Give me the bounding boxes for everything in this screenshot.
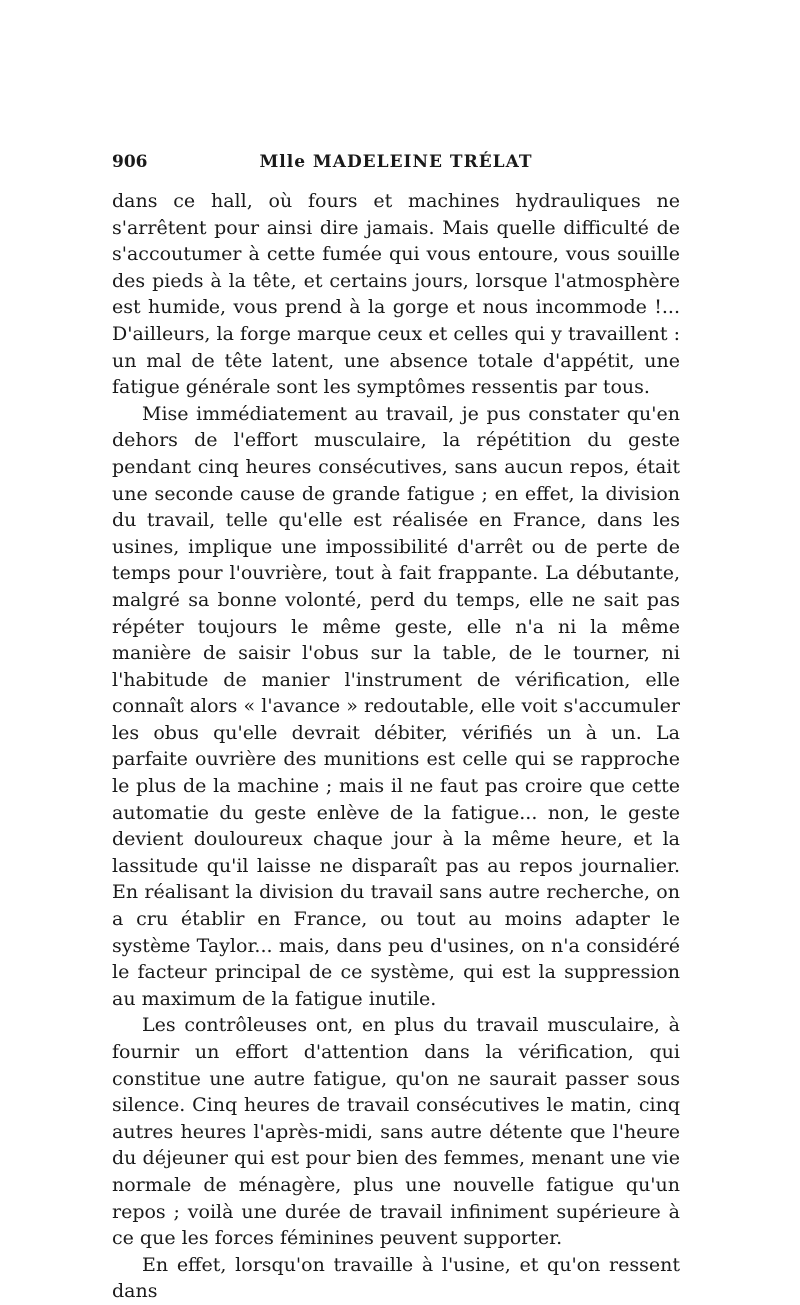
paragraph: Les contrôleuses ont, en plus du travail musculaire, à fournir un effort d'attention dans la vérification, qui constitue une autre fatigue, qu'on ne saurait passer sous silence. Cinq heures de travail consécutives le matin, cinq autres heures l'après-midi, sans autre détente que l'heure du déjeuner qui est pour bien des femmes, menant une vie normale de ménagère, plus une nouvelle fatigue qu'un repos ; voilà une durée de travail infiniment supérieure à ce que les forces féminines peuvent supporter.: [112, 1014, 680, 1250]
paragraph: En effet, lorsqu'on travaille à l'usine, et qu'on ressent dans: [112, 1253, 680, 1303]
paragraph-continuation: dans ce hall, où fours et machines hydrauliques ne s'arrêtent pour ainsi dire jamais. Mais quelle difficulté de s'accoutumer à cette fumée qui vous entoure, vous souille des pieds à la tête, et certains jours, lorsque l'atmosphère est humide, vous prend à la gorge et nous incommode !... D'ailleurs, la forge marque ceux et celles qui y travaillent : un mal de tête latent, une absence totale d'appétit, une fatigue générale sont les symptômes ressentis par tous.: [112, 190, 680, 399]
running-head: [112, 152, 680, 176]
paragraph: Mise immédiatement au travail, je pus constater qu'en dehors de l'effort musculaire, la répétition du geste pendant cinq heures consécutives, sans aucun repos, était une seconde cause de grande fatigue ; en effet, la division du travail, telle qu'elle est réalisée en France, dans les usines, implique une impossibilité d'arrêt ou de perte de temps pour l'ouvrière, tout à fait frappante. La débutante, malgré sa bonne volonté, perd du temps, elle ne sait pas répéter toujours le même geste, elle n'a ni la même manière de saisir l'obus sur la table, de le tourner, ni l'habitude de manier l'instrument de vérification, elle connaît alors « l'avance » redoutable, elle voit s'accumuler les obus qu'elle devrait débiter, vérifiés un à un. La parfaite ouvrière des munitions est celle qui se rapproche le plus de la machine ; mais il ne faut pas croire que cette automatie du geste enlève de la fatigue... non, le geste devient douloureux chaque jour à la même heure, et la lassitude qu'il laisse ne disparaît pas au repos journalier. En réalisant la division du travail sans autre recherche, on a cru établir en France, ou tout au moins adapter le système Taylor... mais, dans peu d'usines, on n'a considéré le facteur principal de ce système, qui est la suppression au maximum de la fatigue inutile.: [112, 402, 680, 1010]
running-title: Mlle MADELEINE TRÉLAT: [259, 152, 533, 172]
page-number: 906: [112, 152, 148, 172]
body-text: [112, 188, 680, 1305]
